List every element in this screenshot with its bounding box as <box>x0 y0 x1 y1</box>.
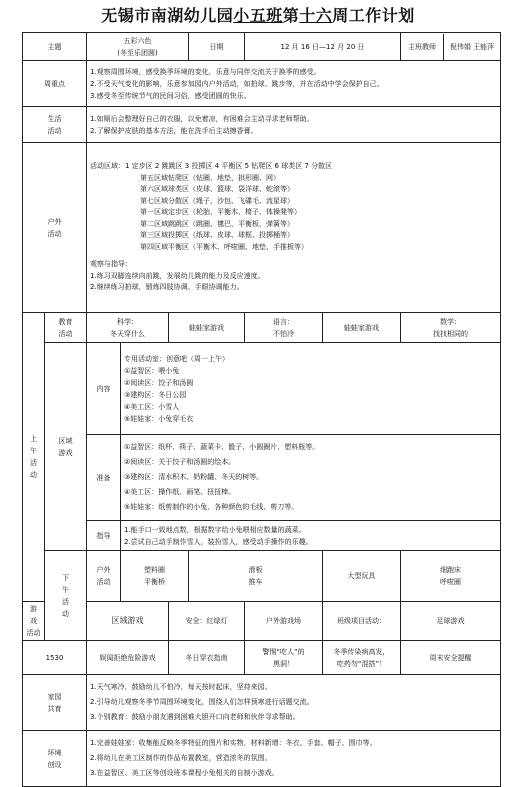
env-item: 2.将幼儿在美工区制作的作品布置教室，营造浓冬的氛围。 <box>90 754 272 762</box>
afternoon-outdoor-label-line1: 户外 <box>96 566 111 574</box>
home-item: 2.引导幼儿观察冬季节周围环境变化，围绕人们怎样预寒进行话题交流。 <box>90 698 314 706</box>
guide-list <box>121 521 501 551</box>
outdoor-area-item: 第七区域分散区（绳子、沙包、飞碟毛、流星球） <box>140 196 294 205</box>
afternoon-game-label-line1: 游 戏 <box>30 605 37 625</box>
afternoon-game-cell: 户外游戏场 <box>245 602 323 641</box>
outdoor-content <box>87 143 501 313</box>
area-content-row <box>23 343 501 435</box>
observe-title: 观察与指导： <box>90 260 132 269</box>
afternoon-outdoor-cell <box>323 551 401 602</box>
observe-item: 2.继续练习拍球，锻炼四肢协调、手眼协调能力。 <box>90 283 244 292</box>
life-item: 1.如厕后会整理好自己的衣服，以免着凉，有困难会主动寻求老师帮助。 <box>90 114 314 123</box>
content-item: ⑤娃娃家：小兔穿毛衣 <box>124 414 194 423</box>
date-label: 日期 <box>189 33 245 61</box>
prep-item: ①益智区：纸杯、筷子、蔬菜卡、骰子、小圆圈片、塑料瓶等。 <box>124 443 320 451</box>
row-1530-cell <box>323 641 401 675</box>
morning-label-char: 动 <box>30 471 37 479</box>
afternoon-outdoor-line: 塑料圈 <box>144 566 166 574</box>
env-label <box>23 731 87 787</box>
content-item: ②阅读区：饺子和汤圆 <box>124 378 194 387</box>
env-item: 1.完善娃娃家：收集能反映冬季特征的图片和实物，材料新增：冬衣、手套、帽子、围巾等。 <box>90 739 377 747</box>
row-1530-line: 吃药勿“混搭”！ <box>336 659 387 668</box>
row-1530-line: 黑洞！ <box>273 659 295 668</box>
focus-row <box>23 61 501 107</box>
edu-cell <box>87 313 169 343</box>
home-content <box>87 675 501 731</box>
afternoon-outdoor-cell <box>401 551 501 602</box>
edu-cell-line: 蛙蛙家游戏 <box>344 323 380 332</box>
content-item: ④美工区：小雪人 <box>124 402 180 411</box>
life-row <box>23 107 501 143</box>
afternoon-outdoor-row <box>23 551 501 602</box>
afternoon-outdoor-label <box>87 551 121 602</box>
afternoon-game-cell: 班级项目活动： <box>323 602 401 641</box>
weekly-plan-table <box>22 32 501 787</box>
afternoon-outdoor-line: 滑板 <box>248 566 263 574</box>
content-label: 内容 <box>87 343 121 435</box>
life-label <box>23 107 87 143</box>
content-item: 专用活动室：创意吧（周一上午） <box>124 354 229 363</box>
row-1530-cell <box>87 641 169 675</box>
row-1530-cell <box>245 641 323 675</box>
outdoor-area-item: 第二区域跳跳区（跳圈、毽巴、平衡板、弹簧等） <box>140 219 294 228</box>
title-week-prefix: 第 <box>282 6 300 25</box>
page-title <box>0 3 516 26</box>
env-label-line1: 环境 <box>47 748 62 757</box>
title-week-suffix: 周工作计划 <box>332 6 415 25</box>
outdoor-label-line1: 户外 <box>47 217 62 226</box>
focus-content <box>87 61 501 107</box>
morning-label-char: 午 <box>30 447 37 455</box>
edu-cell <box>169 313 245 343</box>
edu-cell-line: 科学： <box>117 317 138 326</box>
life-content <box>87 107 501 143</box>
prep-item: ⑤娃娃家：纸剪制作的小兔、各种颜色的毛线、剪刀等。 <box>124 503 299 511</box>
afternoon-outdoor-line: 平衡桥 <box>144 578 166 586</box>
home-row <box>23 675 501 731</box>
afternoon-outdoor-cell <box>121 551 189 602</box>
env-content <box>87 731 501 787</box>
prep-label: 准备 <box>87 435 121 521</box>
afternoon-outdoor-line: 大型玩具 <box>347 572 376 580</box>
row-1530-line: 娱闻拒绝危险游戏 <box>99 653 156 662</box>
afternoon-game-cell: 足球游戏 <box>401 602 501 641</box>
observe-item: 1.练习双脚连续向前跳，发展幼儿跳的能力及反应速度。 <box>90 271 265 280</box>
edu-cell-line: 数学： <box>440 317 462 326</box>
date-value: 12 月 16 日—12 月 20 日 <box>245 33 401 61</box>
prep-item: ③建构区：清水积木、奶粉罐、冬天的树等。 <box>124 473 264 481</box>
prep-list <box>121 435 501 521</box>
edu-cell-line: 蛙蛙家游戏 <box>189 323 225 332</box>
header-row <box>23 33 501 61</box>
home-label-line1: 家园 <box>47 692 62 701</box>
area-label <box>45 343 87 551</box>
area-label-line2: 游戏 <box>58 448 73 457</box>
title-week-number: 十六 <box>299 6 333 25</box>
edu-cell-line: 不怕冷 <box>273 329 295 338</box>
afternoon-label <box>45 551 87 641</box>
edu-label <box>45 313 87 343</box>
outdoor-area-item: 第四区域平衡区（平衡木、呼啦圈、地垫、手推板等） <box>140 242 308 251</box>
life-label-line1: 生活 <box>47 114 62 123</box>
area-prep-row <box>23 435 501 521</box>
env-row <box>23 731 501 787</box>
guide-item: 1.能手口一致地点数，根据数字给小兔喂相应数量的蔬菜。 <box>124 525 306 534</box>
row-1530-line: 警惕“吃人”的 <box>262 647 305 656</box>
teacher-cell <box>401 33 501 61</box>
edu-cell <box>401 313 501 343</box>
prep-item: ②阅读区：关于饺子和汤圆的绘本。 <box>124 458 236 466</box>
afternoon-game-cell: 区域游戏 <box>87 602 169 641</box>
row-1530-line: 周末安全提醒 <box>429 653 472 662</box>
afternoon-game-row <box>23 602 501 641</box>
morning-label-char: 活 <box>30 459 37 467</box>
env-label-line2: 创设 <box>47 760 62 769</box>
row-1530 <box>23 641 501 675</box>
row-1530-line: 冬日穿衣指南 <box>185 653 228 662</box>
outdoor-label-line2: 活动 <box>47 229 62 238</box>
teacher-value: 倪伟娟 王能萍 <box>449 42 495 51</box>
title-class: 小五班 <box>233 6 283 25</box>
guide-label: 指导 <box>87 521 121 551</box>
afternoon-label-char: 午 <box>62 585 69 594</box>
title-school: 无锡市南湖幼儿园 <box>101 6 234 25</box>
content-item: ③建构区：冬日公园 <box>124 390 187 399</box>
outdoor-area-item: 第六区域球类区（皮球、篮球、袋洋球、蛇滚等） <box>140 185 294 194</box>
theme-value-line1: 五彩六色 <box>123 36 152 45</box>
afternoon-outdoor-line: 细跑床 <box>440 566 462 574</box>
afternoon-game-label <box>23 602 45 641</box>
afternoon-outdoor-cell <box>189 551 323 602</box>
life-label-line2: 活动 <box>47 126 62 135</box>
home-label <box>23 675 87 731</box>
guide-item: 2.尝试自己动手制作雪人，装扮雪人，感受动手操作的乐趣。 <box>124 537 313 546</box>
edu-cell-line: 语言： <box>273 317 295 326</box>
theme-label: 主题 <box>23 33 87 61</box>
afternoon-game-label-line2: 活动 <box>26 629 41 637</box>
edu-label-line1: 教育 <box>58 317 73 326</box>
focus-item: 3.感受冬至传统节气的民间习俗，感受团圆的快乐。 <box>90 91 251 100</box>
area-guide-row <box>23 521 501 551</box>
edu-row <box>23 313 501 343</box>
focus-label: 周重点 <box>23 61 87 107</box>
area-label-line1: 区域 <box>58 436 73 445</box>
theme-value <box>87 33 189 61</box>
outdoor-label <box>23 143 87 313</box>
edu-cell-line: 冬天穿什么 <box>110 329 145 338</box>
row-1530-label: 1530 <box>23 641 87 675</box>
afternoon-outdoor-line: 推车 <box>248 578 263 586</box>
afternoon-outdoor-line: 呼啦圈 <box>440 578 462 586</box>
row-1530-cell <box>169 641 245 675</box>
afternoon-outdoor-label-line2: 活动 <box>96 578 111 586</box>
edu-cell <box>245 313 323 343</box>
edu-cell <box>323 313 401 343</box>
life-item: 2.了解保护皮肤的基本方法，能在洗手后主动擦香膏。 <box>90 126 258 135</box>
edu-cell-line: 找找相同的 <box>433 329 469 338</box>
row-1530-cell <box>401 641 501 675</box>
teacher-label: 主班教师 <box>401 34 444 60</box>
content-list <box>121 343 501 435</box>
prep-item: ④美工区：操作纸、画笔、扭扭棒。 <box>124 488 236 496</box>
morning-label <box>23 313 45 602</box>
outdoor-area-item: 第五区域钻爬区（钻圈、地垫、拱形圈、网） <box>140 173 280 182</box>
outdoor-area-item: 第一区域定步区（轮胎、平衡木、椅子、体操凳等） <box>140 208 301 217</box>
afternoon-label-char: 活 <box>62 597 69 606</box>
focus-item: 1.观察周围环境，感受换季环境的变化，乐意与同伴交流关于换季的感受。 <box>90 67 321 76</box>
content-item: ①益智区：喂小兔 <box>124 366 180 375</box>
focus-item: 2.不受天气变化的影响，乐意参加园内户外活动，如拍球、跳步等，并在活动中学会保护自己。 <box>90 79 384 88</box>
theme-value-line2: (冬至乐团圆) <box>117 48 158 57</box>
afternoon-label-char: 动 <box>62 609 69 618</box>
outdoor-area-item: 第三区域投掷区（纸球、皮球、球框、投掷桶等） <box>140 231 294 240</box>
env-item: 3.在益智区、美工区等创设班本课程小兔相关的自制小游戏。 <box>90 769 279 777</box>
afternoon-label-char: 下 <box>62 573 69 582</box>
home-item: 1.天气寒冷，鼓励幼儿不怕冷，每天按时起床，坚持来园。 <box>90 683 272 691</box>
morning-label-char: 上 <box>30 435 37 443</box>
home-item: 3.个别教育：鼓励小朋友遇到困难大胆开口向老师和伙伴寻求帮助。 <box>90 713 300 721</box>
outdoor-row <box>23 143 501 313</box>
home-label-line2: 共育 <box>47 704 62 713</box>
afternoon-game-cell: 安全：红绿灯 <box>169 602 245 641</box>
row-1530-line: 冬季传染病高发， <box>333 647 390 656</box>
edu-label-line2: 活动 <box>58 329 73 338</box>
outdoor-areas-intro: 活动区域：1 定步区 2 跳跳区 3 投掷区 4 平衡区 5 钻爬区 6 球类区 7 分散区 <box>90 162 333 171</box>
